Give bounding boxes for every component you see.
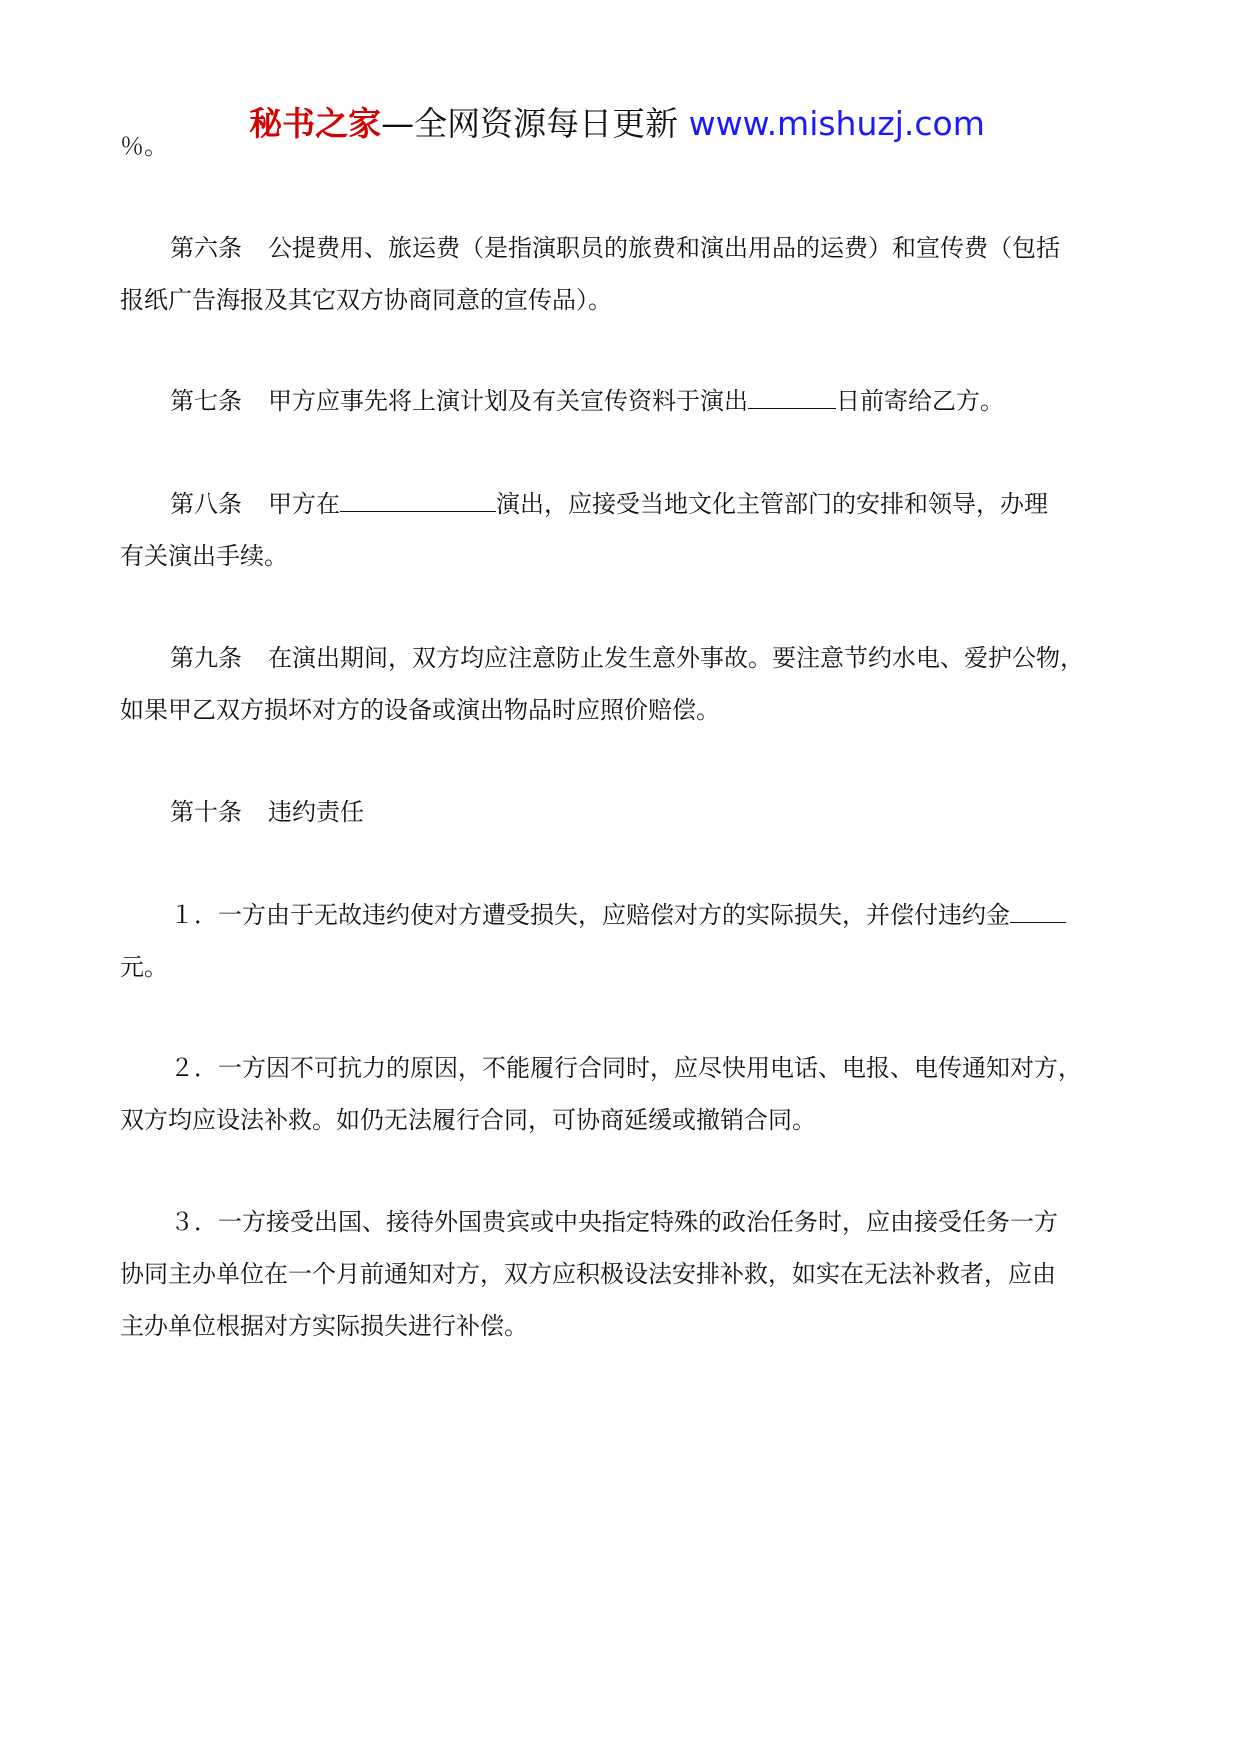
item-2-line-2 [120,1092,1120,1149]
item-text: ３．一方接受出国、接待外国贵宾或中央指定特殊的政治任务时，应由接受任务一方 [170,1208,1058,1236]
article-number: 第七条 [170,387,242,415]
item-text: 协同主办单位在一个月前通知对方，双方应积极设法安排补救，如实在无法补救者，应由 [120,1260,1056,1288]
article-number: 第十条 [170,798,242,826]
paragraph-text: ％。 [120,132,168,160]
article-8-line-2 [120,528,1120,585]
item-text: 元。 [120,953,168,981]
site-tagline: —全网资源每日更新 [381,104,679,143]
article-text: 报纸广告海报及其它双方协商同意的宣传品）。 [120,286,612,314]
article-6-line-2 [120,272,1120,329]
article-text: 日前寄给乙方。 [836,387,1004,415]
article-6-line-1 [120,220,1170,277]
item-text: 主办单位根据对方实际损失进行补偿。 [120,1312,528,1340]
article-text: 违约责任 [268,798,364,826]
article-9-line-1 [120,630,1170,687]
article-number: 第八条 [170,490,242,518]
article-number: 第六条 [170,234,242,262]
fill-in-blank[interactable] [340,489,496,512]
item-text: 双方均应设法补救。如仍无法履行合同，可协商延缓或撤销合同。 [120,1106,816,1134]
article-8-line-1 [120,476,1170,533]
item-3-line-1 [120,1194,1170,1251]
article-9-line-2 [120,682,1120,739]
article-7 [120,373,1170,430]
article-text: 甲方在 [268,490,340,518]
paragraph-percent [120,118,1120,175]
article-text: 有关演出手续。 [120,542,288,570]
article-text: 甲方应事先将上演计划及有关宣传资料于演出 [268,387,748,415]
article-10 [120,784,1170,841]
article-text: 如果甲乙双方损坏对方的设备或演出物品时应照价赔偿。 [120,696,720,724]
site-url-link[interactable]: www.mishuzj.com [688,104,985,143]
fill-in-blank[interactable] [748,386,836,409]
article-number: 第九条 [170,644,242,672]
article-text: 公提费用、旅运费（是指演职员的旅费和演出用品的运费）和宣传费（包括 [268,234,1060,262]
item-3-line-2 [120,1246,1120,1303]
item-text: ２．一方因不可抗力的原因，不能履行合同时，应尽快用电话、电报、电传通知对方， [170,1054,1082,1082]
item-text: １．一方由于无故违约使对方遭受损失，应赔偿对方的实际损失，并偿付违约金 [170,901,1010,929]
item-1-line-2 [120,939,1120,996]
fill-in-blank[interactable] [1010,900,1066,923]
item-3-line-3 [120,1298,1120,1355]
item-2-line-1 [120,1040,1170,1097]
site-brand: 秘书之家 [249,104,382,143]
article-text: 在演出期间，双方均应注意防止发生意外事故。要注意节约水电、爱护公物， [268,644,1084,672]
item-1-line-1 [120,887,1170,944]
article-text: 演出，应接受当地文化主管部门的安排和领导，办理 [496,490,1048,518]
